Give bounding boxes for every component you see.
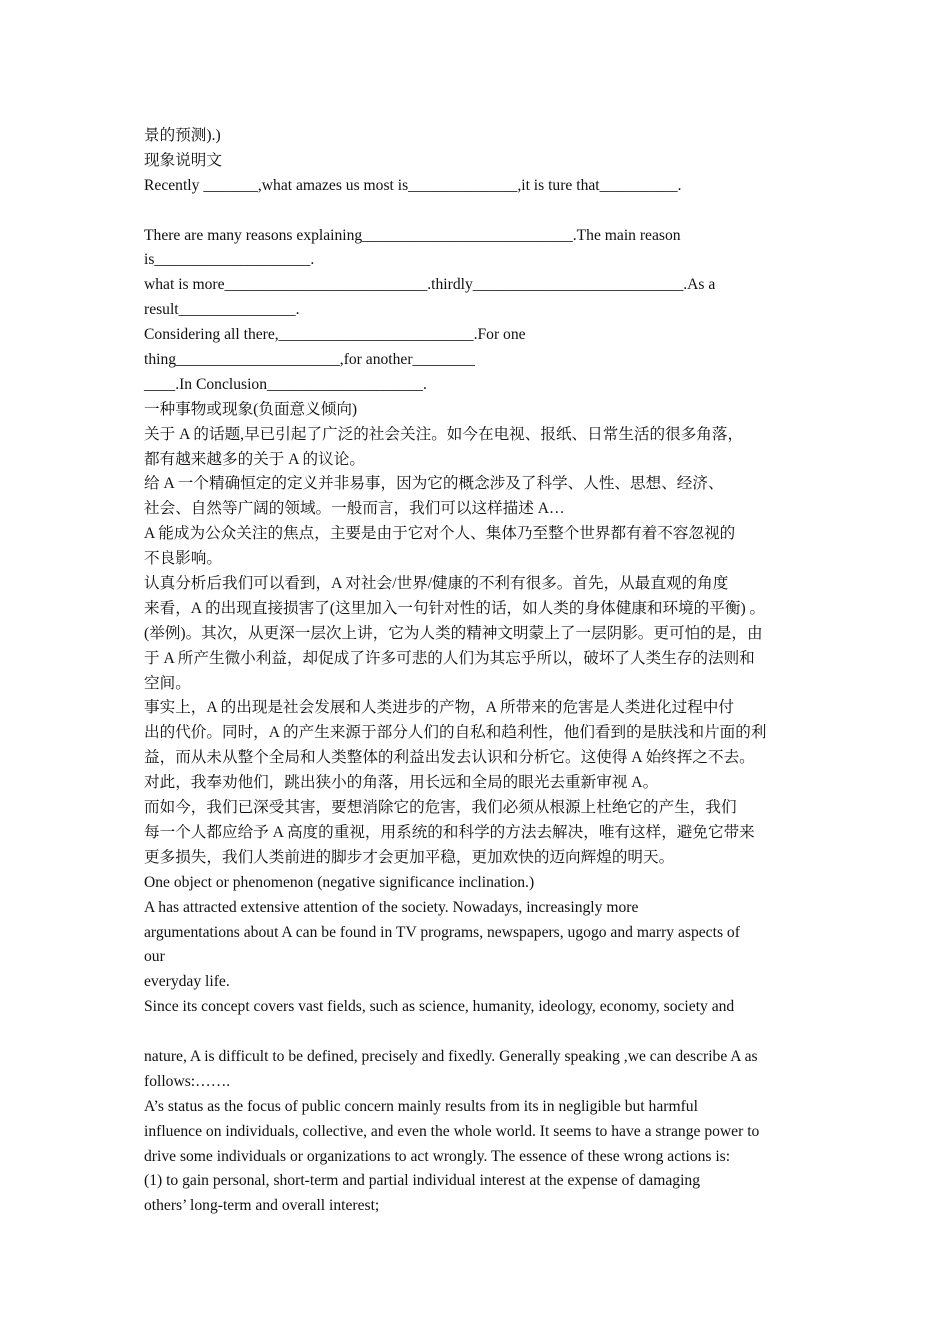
text-line: 都有越来越多的关于 A 的议论。 — [144, 450, 365, 468]
text-line: result_______________. — [144, 301, 300, 319]
text-line: Since its concept covers vast fields, such as science, humanity, ideology, economy, society and — [144, 998, 735, 1016]
text-line: nature, A is difficult to be defined, precisely and fixedly. Generally speaking ,we can describe A as — [144, 1047, 758, 1065]
document-body — [144, 124, 814, 1219]
text-line: 每一个人都应给予 A 高度的重视，用系统的和科学的方法去解决，唯有这样，避免它带来 — [144, 823, 755, 841]
text-line: (举例)。其次，从更深一层次上讲，它为人类的精神文明蒙上了一层阴影。更可怕的是，由 — [144, 624, 763, 642]
text-line: A 能成为公众关注的焦点，主要是由于它对个人、集体乃至整个世界都有着不容忽视的 — [144, 525, 736, 543]
text-line: 给 A 一个精确恒定的定义并非易事，因为它的概念涉及了科学、人性、思想、经济、 — [144, 475, 724, 493]
text-line: 社会、自然等广阔的领域。一般而言，我们可以这样描述 A… — [144, 500, 565, 518]
text-line: 出的代价。同时，A 的产生来源于部分人们的自私和趋利性，他们看到的是肤浅和片面的利 — [144, 724, 767, 742]
blank-line — [144, 1020, 814, 1045]
text-line: 来看，A 的出现直接损害了(这里加入一句针对性的话，如人类的身体健康和环境的平衡) 。 — [144, 599, 766, 617]
text-line: 而如今，我们已深受其害，要想消除它的危害，我们必须从根源上杜绝它的产生，我们 — [144, 799, 737, 817]
text-line: 关于 A 的话题,早已引起了广泛的社会关注。如今在电视、报纸、日常生活的很多角落， — [144, 425, 744, 443]
text-line: follows:……. — [144, 1072, 231, 1090]
text-line: what is more__________________________.thirdly___________________________.As a — [144, 276, 716, 294]
text-line: influence on individuals, collective, and even the whole world. It seems to have a strange power to — [144, 1122, 760, 1140]
text-line: drive some individuals or organizations to act wrongly. The essence of these wrong actions is: — [144, 1147, 731, 1165]
text-line: A has attracted extensive attention of the society. Nowadays, increasingly more — [144, 898, 639, 916]
text-line: 对此，我奉劝他们，跳出狭小的角落，用长远和全局的眼光去重新审视 A。 — [144, 774, 659, 792]
text-line: ____.In Conclusion____________________. — [144, 375, 427, 393]
text-line: everyday life. — [144, 973, 230, 991]
text-line: 不良影响。 — [144, 550, 222, 568]
text-line: 于 A 所产生微小利益，却促成了许多可悲的人们为其忘乎所以，破坏了人类生存的法则和 — [144, 649, 755, 667]
text-line: 认真分析后我们可以看到，A 对社会/世界/健康的不利有很多。首先，从最直观的角度 — [144, 575, 729, 593]
blank-line — [144, 199, 814, 224]
text-line: 益，而从未从整个全局和人类整体的利益出发去认识和分析它。这使得 A 始终挥之不去。 — [144, 749, 755, 767]
section-heading: 现象说明文 — [144, 151, 222, 169]
section-heading: One object or phenomenon (negative significance inclination.) — [144, 873, 535, 891]
text-line: 事实上，A 的出现是社会发展和人类进步的产物，A 所带来的危害是人类进化过程中付 — [144, 699, 734, 717]
text-line: others’ long-term and overall interest; — [144, 1197, 380, 1215]
text-line: A’s status as the focus of public concern mainly results from its in negligible but harmful — [144, 1097, 698, 1115]
text-line: (1) to gain personal, short-term and partial individual interest at the expense of damaging — [144, 1172, 701, 1190]
text-line: 更多损失，我们人类前进的脚步才会更加平稳，更加欢快的迈向辉煌的明天。 — [144, 848, 675, 866]
text-line: argumentations about A can be found in TV programs, newspapers, ugogo and marry aspects of — [144, 923, 740, 941]
text-line: Recently _______,what amazes us most is______________,it is ture that__________. — [144, 176, 682, 194]
text-line: thing_____________________,for another________ — [144, 351, 475, 369]
text-line: is____________________. — [144, 251, 315, 269]
text-line: Considering all there,_________________________.For one — [144, 326, 526, 344]
text-line: There are many reasons explaining___________________________.The main reason — [144, 226, 681, 244]
text-line: 空间。 — [144, 674, 191, 692]
text-line: 景的预测).) — [144, 127, 221, 144]
text-line: our — [144, 948, 165, 966]
section-heading: 一种事物或现象(负面意义倾向) — [144, 400, 358, 418]
